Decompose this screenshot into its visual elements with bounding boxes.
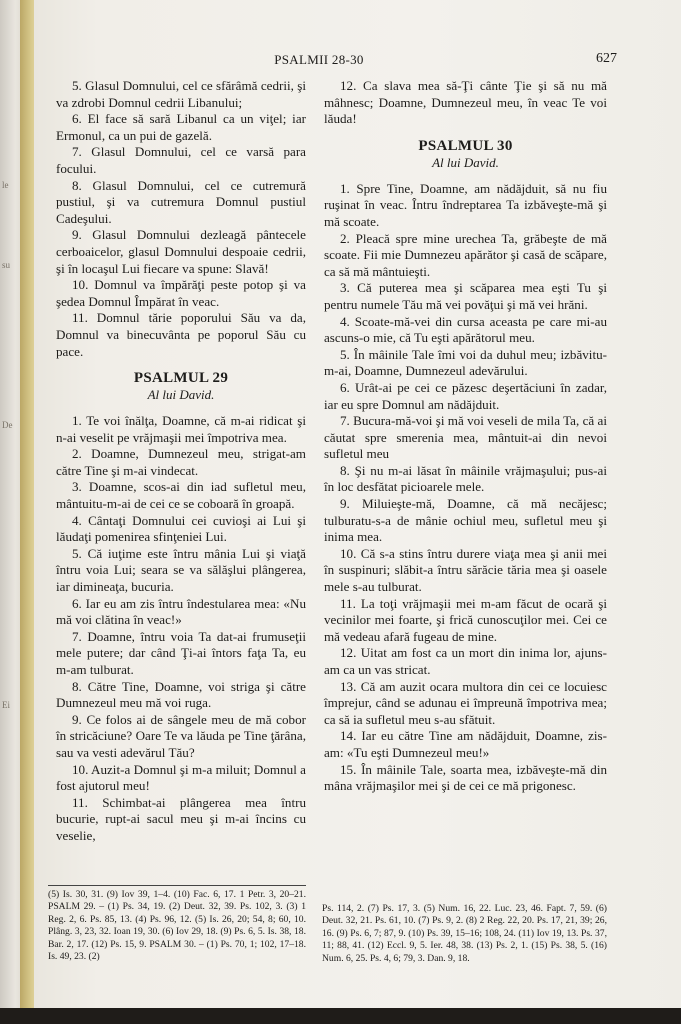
verse: 8. Glasul Domnului, cel ce cutremură pustiul, şi va cutremura Domnul pustiul Cadeşului.: [56, 177, 306, 226]
verse: 11. Schimbat-ai plângerea mea întru bucurie, rupt-ai sacul meu şi m-ai încins cu veselie,: [56, 794, 306, 843]
verse: 4. Cântaţi Domnului cei cuvioşi ai Lui şi lăudaţi pomenirea sfinţeniei Lui.: [56, 512, 306, 545]
verse: 7. Glasul Domnului, cel ce varsă para focului.: [56, 144, 306, 176]
verse: 10. Auzit-a Domnul şi m-a miluit; Domnul a fost ajutorul meu!: [56, 761, 306, 794]
verse: 7. Doamne, întru voia Ta dat-ai frumuseţii mele putere; dar când Ţi-ai întors faţa Ta, eu m-am tulburat.: [56, 628, 306, 677]
verse: 9. Miluieşte-mă, Doamne, că mă necăjesc; tulburatu-s-a de mânie ochiul meu, sufletul meu şi inima mea.: [324, 496, 607, 545]
verse: 15. În mâinile Tale, soarta mea, izbăveşte-mă din mâna vrăjmaşilor mei şi de cei ce mă prigonesc.: [324, 761, 607, 794]
verse: 6. El face să sară Libanul ca un viţel; iar Ermonul, ca un pui de gazelă.: [56, 111, 306, 143]
verse: 8. Şi nu m-ai lăsat în mâinile vrăjmaşului; pus-ai în loc desfătat picioarele mele.: [324, 462, 607, 495]
running-head: PSALMII 28-30: [274, 52, 364, 67]
verse: 12. Ca slava mea să-Ţi cânte Ţie şi să nu mă mâhnesc; Doamne, Dumnezeul meu, în veac Te voi lăuda!: [324, 78, 607, 127]
psalm-title: PSALMUL 30: [418, 137, 513, 154]
facing-page-edge: le su De Ei: [0, 0, 28, 1024]
verse: 6. Urât-ai pe cei ce păzesc deşertăciuni în zadar, iar eu spre Domnul am nădăjduit.: [324, 379, 607, 412]
verse: 9. Glasul Domnului dezleagă pântecele cerboaicelor, glasul Domnului despoaie cedrii, şi în locaşul Lui fiecare va spune: Slavă!: [56, 227, 306, 276]
verse: 7. Bucura-mă-voi şi mă voi veseli de mila Ta, că ai căutat spre smerenia mea, mântuit-ai din nevoi sufletul meu: [324, 413, 607, 462]
verse: 14. Iar eu către Tine am nădăjduit, Doamne, zis-am: «Tu eşti Dumnezeul meu!»: [324, 728, 607, 760]
verse: 12. Uitat am fost ca un mort din inima lor, ajuns-am ca un vas stricat.: [324, 645, 607, 677]
verse: 9. Ce folos ai de sângele meu de mă cobor în stricăciune? Oare Te va lăuda pe Tine ţărâna, sau va vesti adevărul Tău?: [56, 711, 306, 760]
psalm-subtitle: Al lui David.: [147, 387, 215, 403]
verse: 4. Scoate-mă-vei din cursa aceasta pe care mi-au ascuns-o mie, că Tu eşti apărătorul meu.: [324, 313, 607, 346]
verse: 1. Te voi înălţa, Doamne, că m-ai ridicat şi n-ai veselit pe vrăjmaşii mei împotriva mea.: [56, 413, 306, 445]
footnotes-left: [48, 885, 306, 963]
verse: 5. În mâinile Tale îmi voi da duhul meu; izbăvitu-m-ai, Doamne, Dumnezeul adevărului.: [324, 346, 607, 379]
bible-page: [34, 0, 681, 1024]
verse: 2. Pleacă spre mine urechea Ta, grăbeşte de mă scoate. Fii mie Dumnezeu apărător şi casă de scăpare, ca să mă mântuieşti.: [324, 230, 607, 279]
verse: 10. Că s-a stins întru durere viaţa mea şi anii mei în suspinuri; slăbit-a întru sărăcie tăria mea şi oasele mele s-au tulburat.: [324, 545, 607, 595]
footnote-text: Ps. 114, 2. (7) Ps. 17, 3. (5) Num. 16, 22. Luc. 23, 46. Fapt. 7, 59. (6) Deut. 32, 21. Ps. 61, 10. (7) Ps. 9, 2. (8) 2 Reg. 22, 20. Ps. 17, 21, 39; 26, 16. (9) Ps. 6, 7; 87, 9. (10) Ps. 39, 15–16; 108, 24. (11) Iov 19, 13. Ps. 37, 11; 88, 41. (12) Eccl. 9, 5. Ier. 48, 38. (13) Ps. 2, 1. (15) Ps. 38, 5. (16) Num. 6, 25. Ps. 4, 6; 79, 3. Dan. 9, 18.: [322, 903, 607, 964]
verse: 11. Domnul tărie poporului Său va da, Domnul va binecuvânta pe poporul Său cu pace.: [56, 310, 306, 359]
page-number: 627: [596, 51, 617, 66]
verse: 10. Domnul va împărăţi peste potop şi va şedea Domnul Împărat în veac.: [56, 277, 306, 309]
left-column: [56, 78, 306, 845]
verse: 2. Doamne, Dumnezeul meu, strigat-am către Tine şi m-ai vindecat.: [56, 446, 306, 478]
verse: 3. Doamne, scos-ai din iad sufletul meu, mântuitu-m-ai de cei ce se coboară în groapă.: [56, 479, 306, 512]
verse: 1. Spre Tine, Doamne, am nădăjduit, să nu fiu ruşinat în veac. Întru îndreptarea Ta izbăveşte-mă şi mă scoate.: [324, 180, 607, 229]
verse: 8. Către Tine, Doamne, voi striga şi către Dumnezeul meu mă voi ruga.: [56, 678, 306, 711]
psalm-title: PSALMUL 29: [133, 370, 229, 387]
footnotes-right: [322, 903, 607, 965]
verse: 11. La toţi vrăjmaşii mei m-am făcut de ocară şi vecinilor mei foarte, şi frică cunoscuţilor mei. Cei ce mă vedeau afară fugeau de mine.: [324, 595, 607, 644]
verse: 6. Iar eu am zis întru îndestularea mea: «Nu mă voi clătina în veac!»: [56, 595, 306, 628]
verse: 13. Că am auzit ocara multora din cei ce locuiesc împrejur, când se adunau ei împreună împotriva mea; ca să ia sufletul meu s-au sfătuit.: [324, 678, 607, 727]
footnote-text: (5) Is. 30, 31. (9) Iov 39, 1–4. (10) Fac. 6, 17. 1 Petr. 3, 20–21. PSALM 29. – (1) Ps. 34, 19. (2) Deut. 32, 39. Ps. 102, 3. (3) 1 Reg. 2, 6. Ps. 85, 13. (4) Ps. 96, 12. (5) Is. 26, 20; 54, 8; 60, 10. Plâng. 3, 23, 32. Ioan 19, 30. (6) Iov 29, 18. (9) Ps. 6, 5. Is. 38, 18. Bar. 2, 17. (12) Ps. 15, 9. PSALM 30. – (1) Ps. 70, 1; 102, 17–18. Is. 49, 23. (2): [48, 889, 306, 963]
verse: 5. Glasul Domnului, cel ce sfărâmă cedrii, şi va zdrobi Domnul cedrii Libanului;: [56, 78, 306, 110]
page-bottom-shadow: [0, 1008, 681, 1024]
psalm-subtitle: Al lui David.: [432, 154, 499, 170]
verse: 3. Că puterea mea şi scăparea mea eşti Tu şi pentru numele Tău mă vei povăţui şi mă vei hrăni.: [324, 280, 607, 312]
right-column: [324, 78, 607, 795]
verse: 5. Că iuţime este întru mânia Lui şi viaţă întru voia Lui; seara se va sălăşlui plângerea, iar dimineaţa, bucuria.: [56, 545, 306, 595]
